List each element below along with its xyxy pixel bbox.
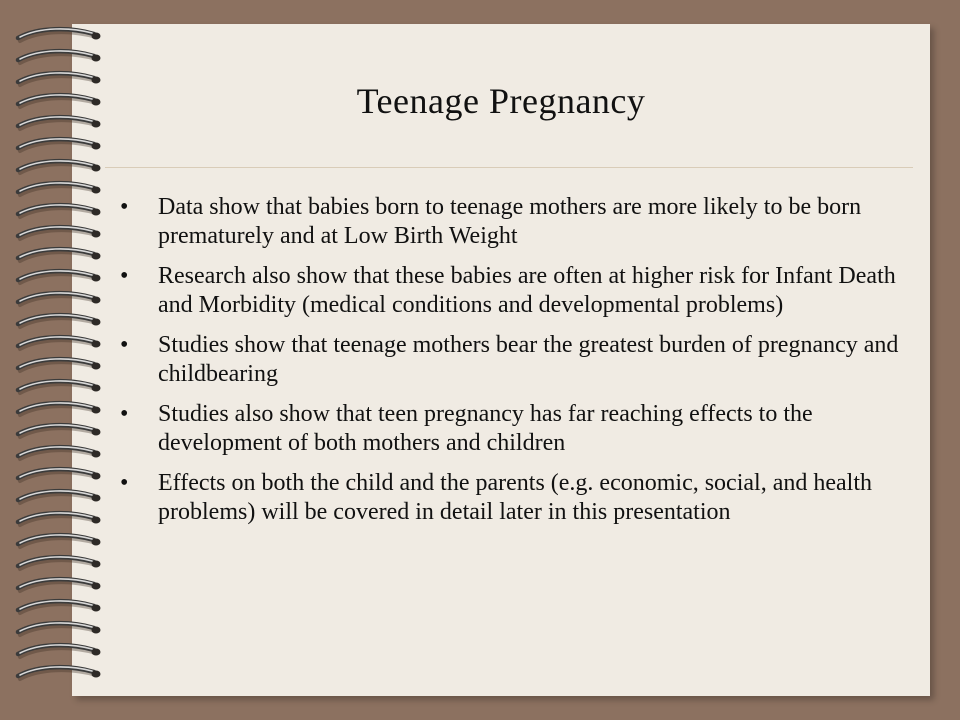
spiral-ring-icon	[18, 51, 101, 63]
spiral-ring-icon	[18, 359, 101, 371]
spiral-ring-icon	[18, 205, 101, 217]
slide-title: Teenage Pregnancy	[356, 81, 646, 121]
bullet-text: Effects on both the child and the parents (e.g. economic, social, and health problems) will be covered in detail later in this presentation	[158, 470, 872, 525]
spiral-ring-icon	[18, 403, 101, 415]
bullet-icon: •	[120, 194, 129, 220]
spiral-ring-icon	[18, 29, 101, 41]
spiral-ring-icon	[18, 667, 101, 679]
bullet-text: Data show that babies born to teenage mothers are more likely to be born prematurely and at Low Birth Weight	[158, 194, 862, 249]
spiral-ring-icon	[18, 579, 101, 591]
bullet-item	[118, 331, 908, 389]
bullet-item	[118, 193, 908, 251]
bullet-icon: •	[120, 332, 129, 358]
spiral-ring-icon	[18, 425, 101, 437]
spiral-ring-icon	[18, 557, 101, 569]
spiral-ring-icon	[18, 535, 101, 547]
bullet-text: Research also show that these babies are often at higher risk for Infant Death and Morbidity (medical conditions and developmental problems)	[158, 263, 896, 318]
spiral-ring-icon	[18, 249, 101, 261]
bullet-text: Studies also show that teen pregnancy has far reaching effects to the development of both mothers and children	[158, 401, 813, 456]
bullet-item	[118, 400, 908, 458]
spiral-ring-icon	[18, 601, 101, 613]
spiral-ring-icon	[18, 447, 101, 459]
bullet-icon: •	[120, 470, 129, 496]
spiral-ring-icon	[18, 623, 101, 635]
bullet-item	[118, 262, 908, 320]
spiral-ring-icon	[18, 645, 101, 657]
spiral-ring-icon	[18, 381, 101, 393]
spiral-ring-icon	[18, 161, 101, 173]
spiral-ring-icon	[18, 293, 101, 305]
spiral-ring-icon	[18, 469, 101, 481]
bullet-item	[118, 469, 908, 527]
bullet-list	[118, 193, 908, 538]
spiral-ring-icon	[18, 139, 101, 151]
bullet-icon: •	[120, 401, 129, 427]
title-divider	[105, 167, 913, 168]
spiral-ring-icon	[18, 271, 101, 283]
bullet-text: Studies show that teenage mothers bear the greatest burden of pregnancy and childbearing	[158, 332, 899, 387]
spiral-ring-icon	[18, 491, 101, 503]
bullet-icon: •	[120, 263, 129, 289]
spiral-ring-icon	[18, 337, 101, 349]
spiral-ring-icon	[18, 315, 101, 327]
spiral-ring-icon	[18, 227, 101, 239]
spiral-ring-icon	[18, 513, 101, 525]
spiral-ring-icon	[18, 183, 101, 195]
